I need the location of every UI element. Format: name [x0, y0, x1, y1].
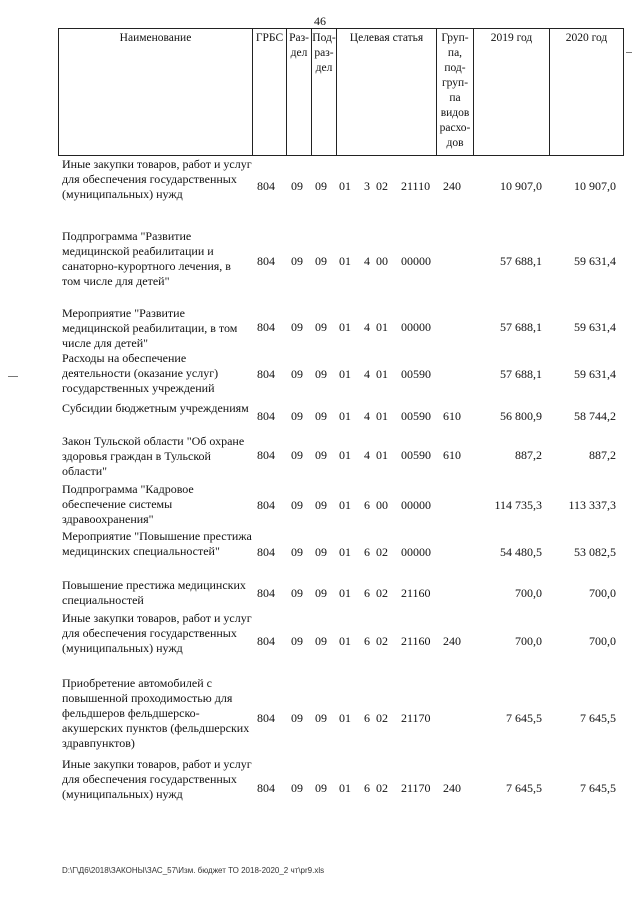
cell-subprogram: 4 [364, 254, 370, 268]
cell-program: 01 [339, 320, 351, 334]
cell-measure: 00 [376, 254, 388, 268]
cell-measure: 02 [376, 711, 388, 725]
header-razdel: Раз-дел [286, 29, 311, 155]
cell-expense-type: 240 [443, 781, 461, 795]
cell-subprogram: 4 [364, 367, 370, 381]
row-name: Расходы на обеспечение деятельности (оказание услуг) государственных учреждений [62, 351, 219, 395]
cell-program: 01 [339, 498, 351, 512]
cell-direction: 00000 [401, 498, 431, 512]
row-name: Иные закупки товаров, работ и услуг для обеспечения государственных (муниципальных) нужд [62, 611, 252, 655]
cell-2020: 7 645,5 [580, 781, 616, 795]
cell-program: 01 [339, 711, 351, 725]
cell-direction: 00000 [401, 545, 431, 559]
table-row [58, 482, 624, 530]
row-name: Подпрограмма "Кадровое обеспечение системы здравоохранения" [62, 482, 194, 526]
header-target: Целевая статья [336, 29, 436, 155]
cell-razdel: 09 [291, 448, 303, 462]
table-row [58, 351, 624, 399]
cell-grbs: 804 [257, 586, 275, 600]
cell-2019: 56 800,9 [500, 409, 542, 423]
table-row [58, 401, 624, 433]
table-row [58, 611, 624, 675]
cell-measure: 02 [376, 781, 388, 795]
header-podrazdel: Под-раз-дел [311, 29, 336, 155]
cell-measure: 02 [376, 545, 388, 559]
cell-program: 01 [339, 545, 351, 559]
table-header [58, 28, 624, 156]
cell-2020: 700,0 [589, 634, 616, 648]
cell-subprogram: 6 [364, 545, 370, 559]
header-2019: 2019 год [473, 29, 549, 155]
cell-grbs: 804 [257, 498, 275, 512]
cell-2019: 700,0 [515, 634, 542, 648]
cell-program: 01 [339, 367, 351, 381]
table-row [58, 676, 624, 756]
cell-measure: 01 [376, 320, 388, 334]
header-2020: 2020 год [549, 29, 623, 155]
row-name: Закон Тульской области "Об охране здоровья граждан в Тульской области" [62, 434, 245, 478]
header-name: Наименование [119, 32, 192, 44]
cell-grbs: 804 [257, 320, 275, 334]
cell-grbs: 804 [257, 781, 275, 795]
cell-razdel: 09 [291, 634, 303, 648]
cell-razdel: 09 [291, 711, 303, 725]
cell-2020: 59 631,4 [574, 367, 616, 381]
cell-podrazdel: 09 [315, 711, 327, 725]
cell-podrazdel: 09 [315, 448, 327, 462]
cell-expense-type: 240 [443, 179, 461, 193]
cell-subprogram: 6 [364, 498, 370, 512]
cell-2019: 700,0 [515, 586, 542, 600]
cell-podrazdel: 09 [315, 634, 327, 648]
row-name: Субсидии бюджетным учреждениям [62, 401, 249, 415]
cell-subprogram: 4 [364, 320, 370, 334]
cell-program: 01 [339, 586, 351, 600]
cell-2019: 7 645,5 [506, 711, 542, 725]
cell-program: 01 [339, 179, 351, 193]
table-row [58, 157, 624, 221]
cell-grbs: 804 [257, 448, 275, 462]
cell-direction: 00000 [401, 254, 431, 268]
cell-subprogram: 6 [364, 586, 370, 600]
cell-2019: 7 645,5 [506, 781, 542, 795]
cell-grbs: 804 [257, 409, 275, 423]
cell-grbs: 804 [257, 545, 275, 559]
cell-razdel: 09 [291, 498, 303, 512]
cell-measure: 02 [376, 634, 388, 648]
cell-podrazdel: 09 [315, 179, 327, 193]
cell-2020: 58 744,2 [574, 409, 616, 423]
row-name: Иные закупки товаров, работ и услуг для обеспечения государственных (муниципальных) нужд [62, 157, 252, 201]
cell-razdel: 09 [291, 367, 303, 381]
cell-2020: 113 337,3 [568, 498, 616, 512]
cell-podrazdel: 09 [315, 586, 327, 600]
cell-program: 01 [339, 409, 351, 423]
cell-razdel: 09 [291, 545, 303, 559]
row-name: Мероприятие "Развитие медицинской реабилитации, в том числе для детей" [62, 306, 238, 350]
cell-direction: 00590 [401, 448, 431, 462]
table-row [58, 529, 624, 577]
cell-grbs: 804 [257, 179, 275, 193]
row-name: Подпрограмма "Развитие медицинской реабилитации и санаторно-курортного лечения, в том числе для детей" [62, 229, 231, 288]
cell-measure: 02 [376, 586, 388, 600]
cell-program: 01 [339, 448, 351, 462]
cell-measure: 02 [376, 179, 388, 193]
cell-2020: 7 645,5 [580, 711, 616, 725]
cell-podrazdel: 09 [315, 320, 327, 334]
cell-podrazdel: 09 [315, 498, 327, 512]
cell-direction: 21160 [401, 634, 431, 648]
cell-2019: 54 480,5 [500, 545, 542, 559]
cell-2020: 887,2 [589, 448, 616, 462]
margin-mark [626, 52, 632, 53]
cell-2020: 10 907,0 [574, 179, 616, 193]
cell-2020: 59 631,4 [574, 320, 616, 334]
cell-expense-type: 240 [443, 634, 461, 648]
table-row [58, 434, 624, 482]
cell-grbs: 804 [257, 254, 275, 268]
table-row [58, 757, 624, 821]
row-name: Приобретение автомобилей с повышенной проходимостью для фельдшеров фельдшерско-акушерских пунктов (фельдшерских здравпунктов) [62, 676, 250, 750]
cell-2019: 57 688,1 [500, 320, 542, 334]
cell-grbs: 804 [257, 634, 275, 648]
cell-direction: 21160 [401, 586, 431, 600]
cell-program: 01 [339, 781, 351, 795]
cell-razdel: 09 [291, 781, 303, 795]
cell-program: 01 [339, 254, 351, 268]
cell-program: 01 [339, 634, 351, 648]
cell-podrazdel: 09 [315, 254, 327, 268]
row-name: Повышение престижа медицинских специальностей [62, 578, 246, 607]
cell-2019: 57 688,1 [500, 367, 542, 381]
cell-podrazdel: 09 [315, 367, 327, 381]
cell-expense-type: 610 [443, 409, 461, 423]
cell-razdel: 09 [291, 179, 303, 193]
table-row [58, 306, 624, 354]
cell-2020: 59 631,4 [574, 254, 616, 268]
cell-2020: 700,0 [589, 586, 616, 600]
cell-measure: 01 [376, 448, 388, 462]
cell-2019: 57 688,1 [500, 254, 542, 268]
cell-subprogram: 6 [364, 781, 370, 795]
cell-direction: 21170 [401, 711, 431, 725]
cell-razdel: 09 [291, 254, 303, 268]
cell-subprogram: 6 [364, 634, 370, 648]
margin-mark [8, 376, 18, 377]
cell-expense-type: 610 [443, 448, 461, 462]
row-name: Мероприятие "Повышение престижа медицинских специальностей" [62, 529, 252, 558]
header-grbs: ГРБС [252, 29, 286, 155]
header-group: Груп-па, под-груп-па видов расхо-дов [436, 29, 473, 155]
cell-direction: 21110 [401, 179, 431, 193]
cell-2019: 887,2 [515, 448, 542, 462]
cell-measure: 00 [376, 498, 388, 512]
cell-subprogram: 4 [364, 409, 370, 423]
cell-razdel: 09 [291, 320, 303, 334]
cell-grbs: 804 [257, 711, 275, 725]
cell-direction: 00000 [401, 320, 431, 334]
cell-measure: 01 [376, 409, 388, 423]
file-path-footer: D:\Г\Д6\2018\ЗАКОНЫ\ЗАС_57\Изм. бюджет ТО 2018-2020_2 чт\pr9.xls [62, 866, 325, 875]
cell-subprogram: 6 [364, 711, 370, 725]
cell-direction: 21170 [401, 781, 431, 795]
cell-subprogram: 3 [364, 179, 370, 193]
page-number: 46 [314, 14, 326, 28]
cell-direction: 00590 [401, 409, 431, 423]
cell-podrazdel: 09 [315, 409, 327, 423]
table-row [58, 229, 624, 293]
cell-razdel: 09 [291, 409, 303, 423]
cell-podrazdel: 09 [315, 781, 327, 795]
cell-2019: 10 907,0 [500, 179, 542, 193]
cell-podrazdel: 09 [315, 545, 327, 559]
cell-direction: 00590 [401, 367, 431, 381]
cell-subprogram: 4 [364, 448, 370, 462]
row-name: Иные закупки товаров, работ и услуг для обеспечения государственных (муниципальных) нужд [62, 757, 252, 801]
table-row [58, 578, 624, 610]
cell-2019: 114 735,3 [494, 498, 542, 512]
cell-2020: 53 082,5 [574, 545, 616, 559]
cell-razdel: 09 [291, 586, 303, 600]
cell-grbs: 804 [257, 367, 275, 381]
cell-measure: 01 [376, 367, 388, 381]
